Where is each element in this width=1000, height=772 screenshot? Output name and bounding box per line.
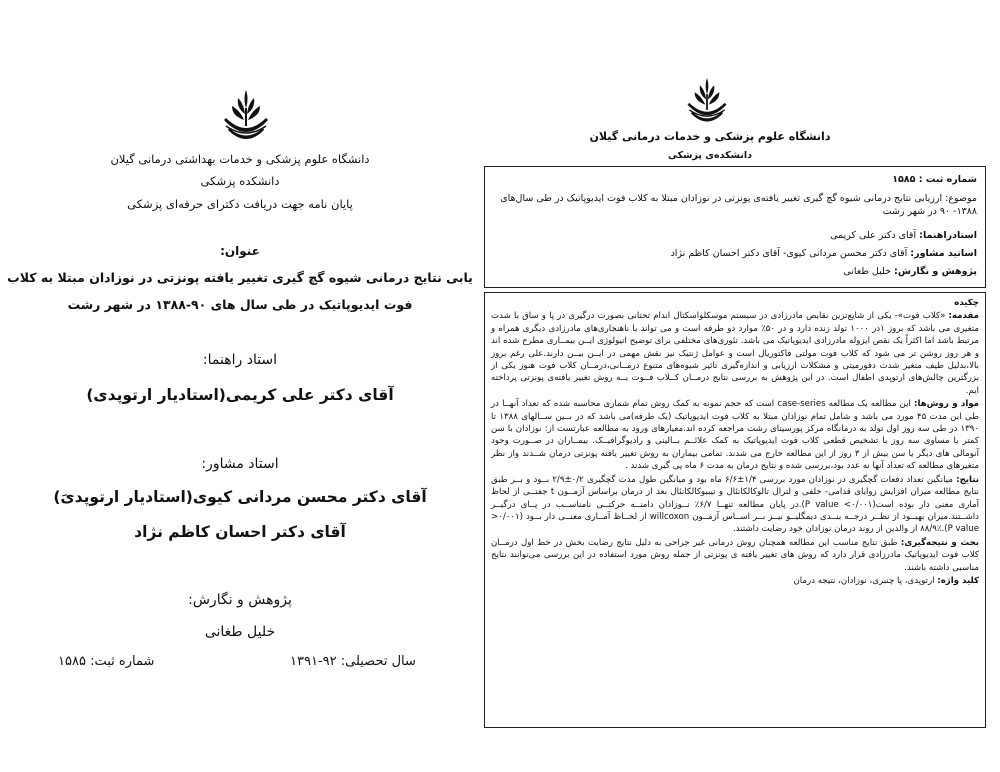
- thesis-title-line-2: فوت ایدیوپاتیک در طی سال های ۹۰-۱۳۸۸ در شهر رشت: [67, 297, 413, 312]
- abstract-heading: چکیده: [954, 298, 979, 308]
- advisor-name-1: آقای دکتر محسن مردانی کیوی(استادیار ارتوپدیَ): [53, 488, 427, 506]
- academic-year: سال تحصیلی: ۹۲-۱۳۹۱: [290, 654, 416, 669]
- faculty-name: دانشکده پزشکی: [200, 174, 280, 188]
- keywords-label: کلید واژه:: [937, 575, 979, 586]
- title-label: عنوان:: [220, 244, 260, 258]
- registration-number: شماره ثبت: ۱۵۸۵: [58, 654, 155, 669]
- info-supervisor: آقای دکتر علی کریمی: [830, 230, 917, 241]
- abstract-university-name: دانشگاه علوم پزشکی و خدمات درمانی گیلان: [589, 130, 831, 143]
- info-registration: شماره ثبت : ۱۵۸۵: [892, 174, 977, 185]
- advisor-name-2: آقای دکتر احسان کاظم نژاد: [134, 523, 346, 541]
- info-supervisor-row: [491, 229, 977, 242]
- info-advisors: آقای دکتر محسن مردانی کیوی- آقای دکتر احسان کاظم نژاد: [670, 248, 908, 259]
- abstract-results: [491, 474, 979, 536]
- discussion-label: بحث و نتیجه‌گیری:: [900, 537, 980, 548]
- results-text: میانگین تعداد دفعات گچگیری در نوزادان مورد بررسی ۱/۴±۶/۶ ماه بود و میانگین طول مدت گچگیری ۰/۲±۲/۹ بــود و بــر طبق نتایج مطالعه میزان افزایش زوایای قدامی- خلفی و لترال تالوکالکانئال و تیبیوکالکانئال بعد از درمان براساس آزمــون t جفتــی از لحاظ آماری معنی دار بوده است(P value <۰/۰۰۱).در پایان مطالعه تنهــا ۶/۷٪ نــوزادان دامنــه حرکتــی نامناســب در پــای درگیــر داشــتند.میزان بهبــود از نظــر درجــه بنــدی دیمگلیــو نیــز بــر اســاس آزمــون willcoxon از لحــاظ آمــاری معنــی دار بــود (۰/۰۰۱< P value).۸۸/۹٪ از والدین از روند درمان نوزادان خود رضایت داشتند.: [491, 474, 979, 535]
- university-logo-icon: [220, 86, 272, 148]
- info-subject: ارزیابی نتایج درمانی شیوه گچ گیری تغییر یافته‌ی پونزتی در نوزادان مبتلا به کلاب فوت ایدیوپاتیک در طی سال‌های ۱۳۸۸- ۹۰ در شهر رشت: [500, 193, 977, 217]
- supervisor-label: استاد راهنما:: [202, 352, 278, 368]
- abstract-discussion: [491, 537, 979, 574]
- thesis-title-page: [0, 0, 480, 772]
- thesis-info-box: [484, 166, 986, 288]
- intro-text: «کلاب فوت»- یکی از شایع‌ترین نقایص مادرزادی در سیستم موسکلواسکتال اندام تحتانی بصورت درگیری در پا و ساق با شدت متغیری می باشد که بروز ۱در ۱۰۰۰ تولد زنده دارد و در ۵۰٪ موارد دو طرفه است و می تواند با ناهنجاری‌های مادرزادی دیگری همراه و مرتبط باشد اما اکثراً یک نقص ایزوله مادرزادی ایدیوپاتیک می باشد. تئوری‌های مختلفی برای توضیح اتیولوژی ایــن بیمــاری مطرح شده اند و هر روز روشن تر می شود که کلاب فوت مولتی فاکتوریال است و عوامل ژنتیک نیز نقش مهمی در ایــن بیــن دارند.علی رغم بروز بالا،بدلیل طیف متغیر شدت دفورمیتی و مشکلات ارزیابی و اندازه‌گیری تاثیر شیوه‌های متنوع درمــانی،درمــان کلاب فوت هنوز یکی از بزرگترین چالش‌های ارتوپدی اطفال است. در این پژوهش به بررسی نتایج درمــان کــلاب فــوت بــه روش تغییر یافته‌ی پونزتی پرداخته ایم.: [491, 311, 979, 396]
- info-advisors-row: [491, 247, 977, 260]
- results-label: نتایج:: [956, 474, 979, 485]
- intro-label: مقدمه:: [948, 311, 979, 322]
- methods-text: این مطالعه یک مطالعه case-series است که حجم نمونه به کمک روش تمام شماری محاسبه شده که تعداد آنهــا در طی این مدت ۴۵ مورد می باشد و شامل تمام نوزادان مبتلا به کلاب فوت ایدیوپاتیک (یک طرفه)می باشد که در بــین ســالهای ۱۳۸۸ تا ۱۳۹۰ در طی سه روز اول تولد به درمانگاه مرکز پورسینای رشت مراجعه کرده اند.معیارهای ورود به مطالعه عبارتست از: نوزادان با سن کمتر یا مساوی سه روز با تشخیص قطعی کلاب فوت ایدیوپاتیک به کمک علائــم بــالینی و رادیوگرافیــک. بیمــاران در صــورت وجود آنومالی های دیگر یا سن بیش از ۳ روز از این مطالعه خارج می شدند. تمامی بیماران به روش تغییر یافته پونزتی درمان شــدند واز نظر متغیرهای مطالعه که تعداد آنها نه عدد بود،بررسی شده و نتایج درمان به مدت ۶ ماه پی گیری شدند .: [491, 399, 979, 472]
- info-advisors-label: اساتید مشاور:: [910, 248, 977, 259]
- thesis-title-line-1: یابی نتایج درمانی شیوه گچ گیری تغییر یافته پونزتی در نوزادان مبتلا به کلاب: [7, 270, 473, 285]
- info-author: خلیل طغانی: [843, 266, 891, 277]
- abstract-methods: [491, 398, 979, 472]
- abstract-introduction: [491, 310, 979, 397]
- info-author-row: [491, 265, 977, 278]
- abstract-faculty-name: دانشکده‌ی پزشکی: [668, 150, 752, 161]
- info-subject-row: [491, 192, 977, 218]
- university-name: دانشگاه علوم پزشکی و خدمات بهداشتی درمانی گیلان: [110, 152, 370, 166]
- abstract-keywords: [491, 575, 979, 587]
- methods-label: مواد و روش‌ها:: [914, 399, 979, 410]
- advisor-label: استاد مشاور:: [201, 456, 279, 472]
- thesis-type: پایان نامه جهت دریافت دکترای حرفه‌ای پزشکی: [127, 197, 353, 211]
- author-label: پژوهش و نگارش:: [188, 592, 292, 608]
- info-subject-label: موضوع:: [945, 193, 977, 204]
- keywords-text: ارتوپدی، پا چنبری، نوزادان، نتیجه درمان: [793, 575, 935, 586]
- supervisor-name: آقای دکتر علی کریمی(استادیار ارتوپدی): [86, 386, 394, 404]
- university-logo-icon: [684, 74, 730, 130]
- abstract-box: [484, 292, 986, 728]
- abstract-page: [480, 0, 1000, 772]
- discussion-text: طبق نتایج مناسب این مطالعه همچنان روش درمانی غیر جراحی به دلیل نتایج رضایت بخش در خط اول درمــان کلاب فوت ایدیوپاتیک مادرزادی قرار دارد که روش های تغییر یافته ی پونزتی از جمله روش مورد استفاده در این بررسی می‌توانند نتایج مناسبی داشته باشند.: [491, 537, 979, 573]
- info-author-label: پژوهش و نگارش:: [894, 266, 977, 277]
- info-supervisor-label: استادراهنما:: [919, 230, 977, 241]
- author-name: خلیل طغانی: [204, 624, 276, 640]
